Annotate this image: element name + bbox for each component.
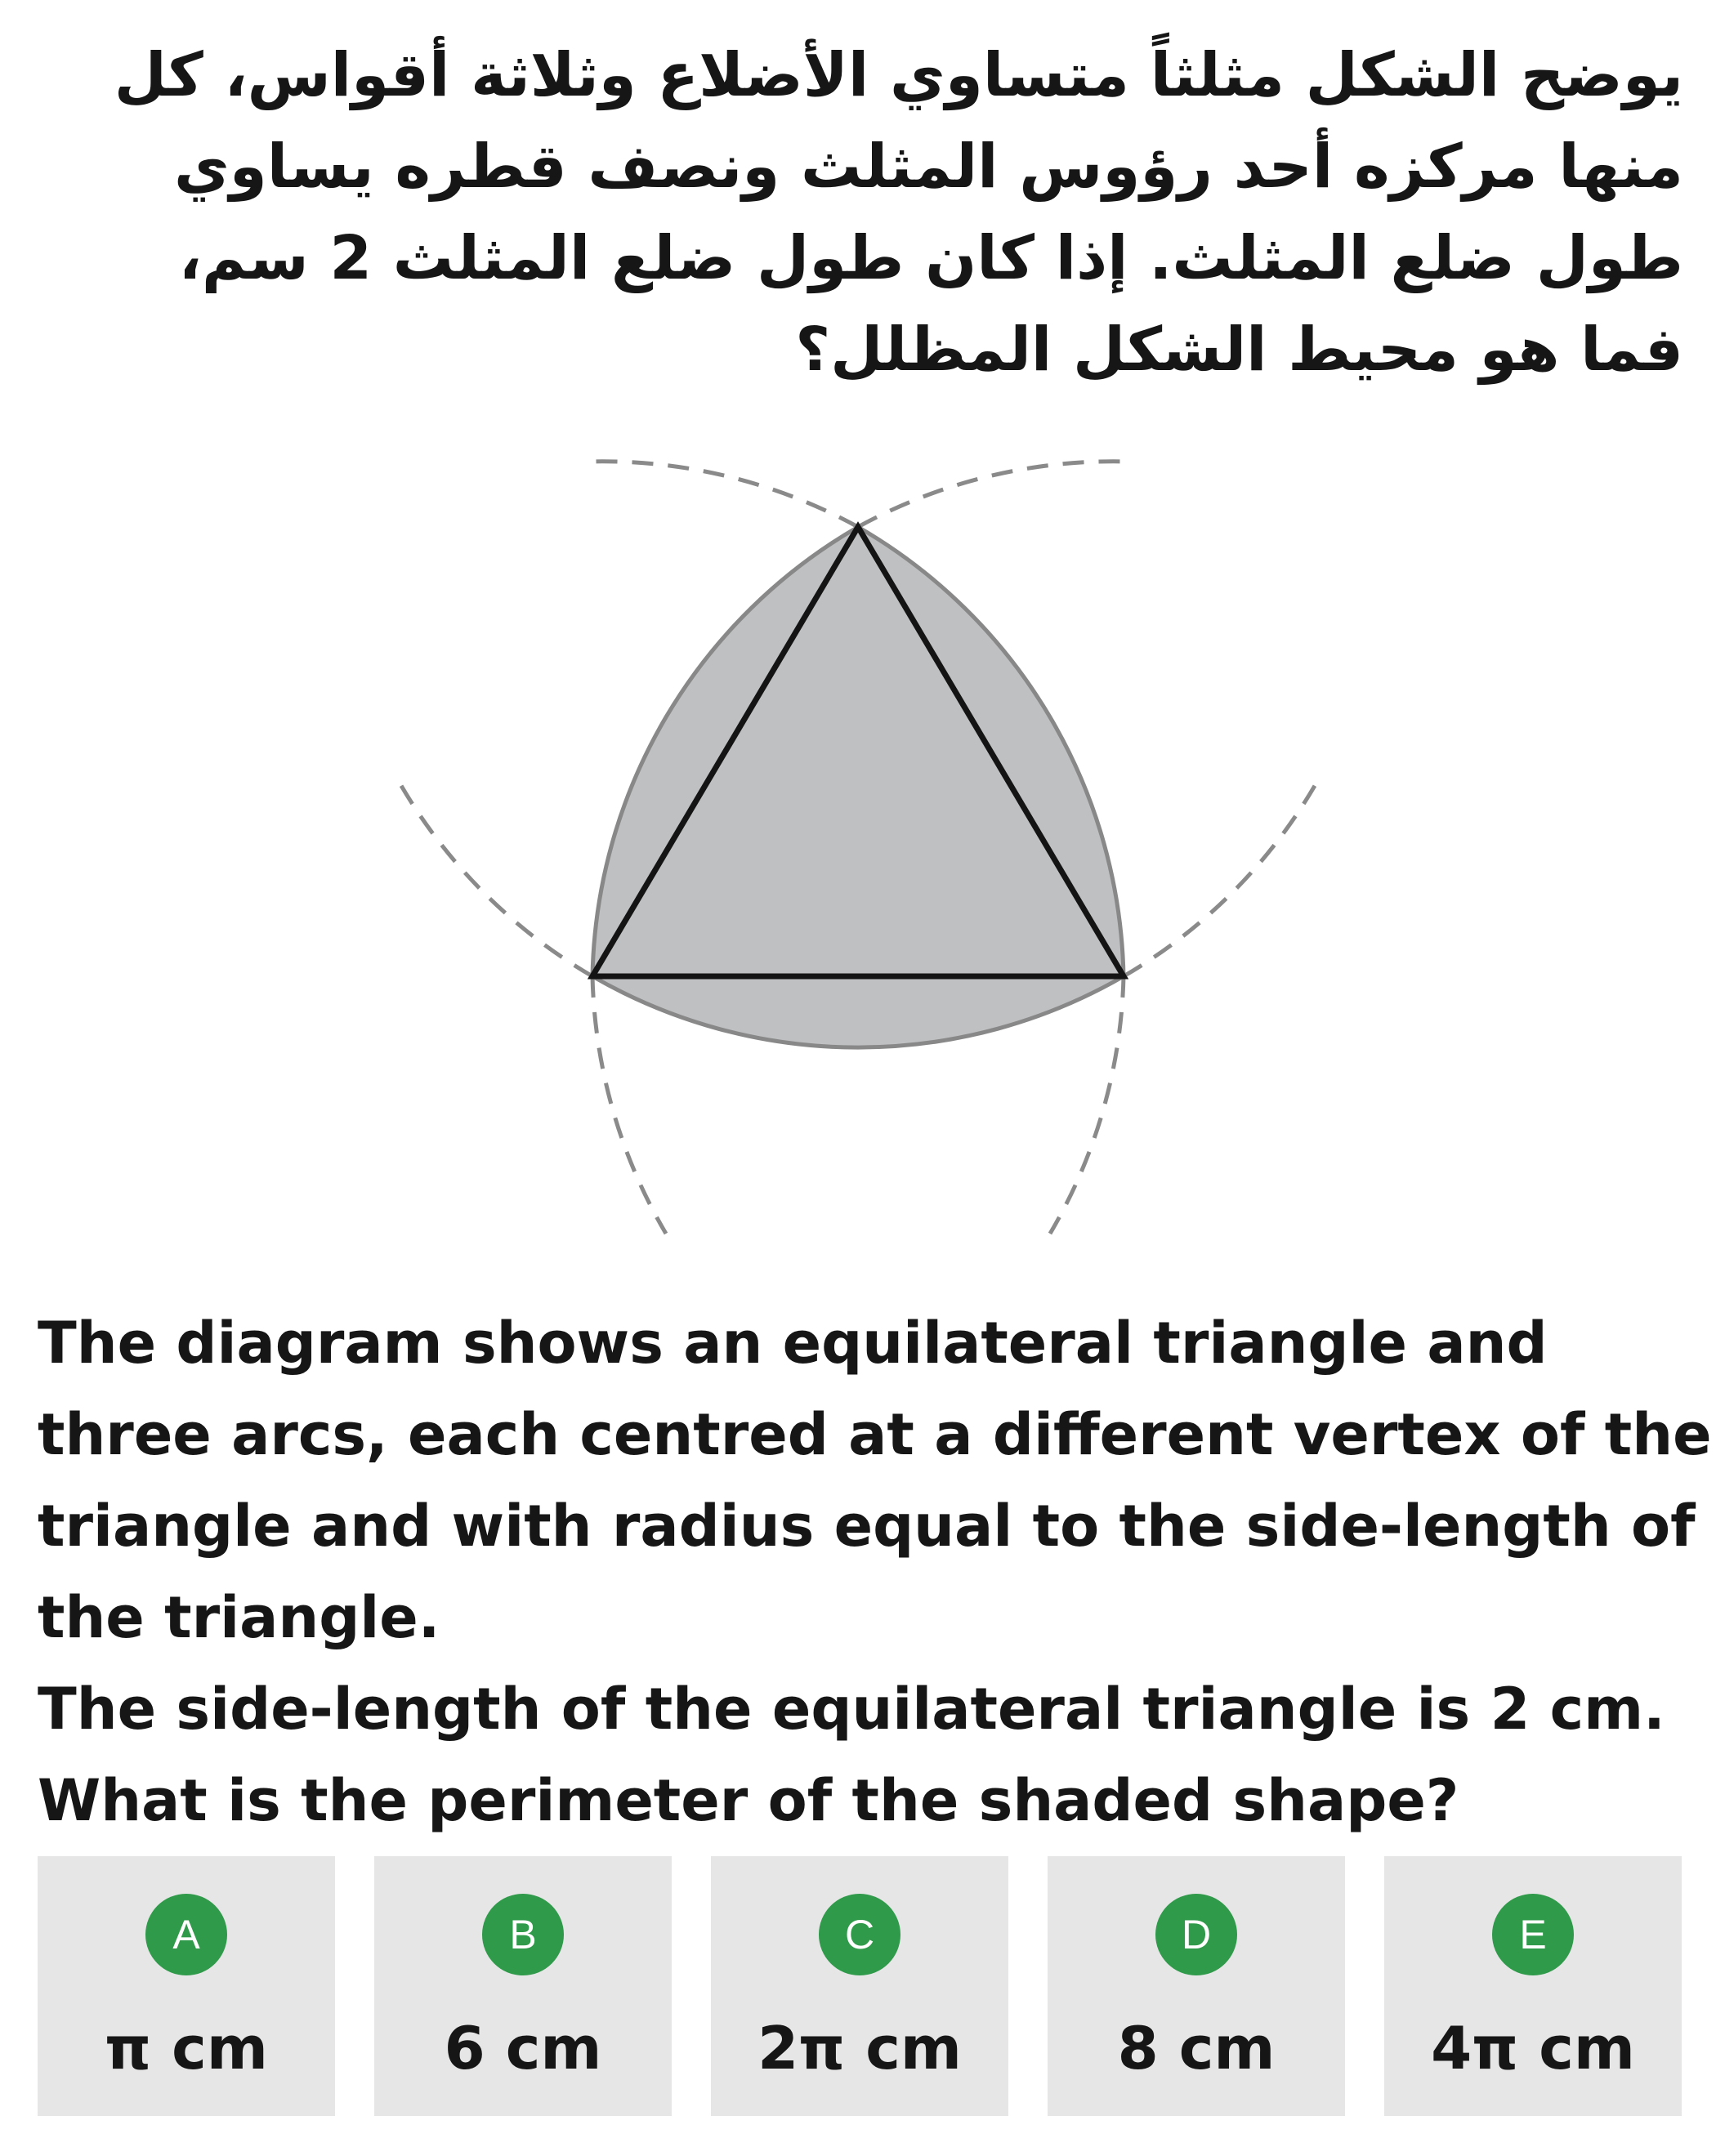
dashed-arc-top-left <box>588 462 858 527</box>
question-arabic-line: منها مركزه أحد رؤوس المثلث ونصف قطره يساوي <box>173 132 1683 202</box>
option-letter-badge: C <box>819 1894 900 1975</box>
dashed-arc-left <box>400 784 592 976</box>
option-value: 4π cm <box>1431 2014 1635 2082</box>
option-value: π cm <box>105 2014 268 2082</box>
shaded-shape <box>592 527 1124 1047</box>
question-english-line: What is the perimeter of the shaded shape? <box>38 1767 1459 1834</box>
question-arabic-line: يوضح الشكل مثلثاً متساوي الأضلاع وثلاثة أقواس، كل <box>114 40 1683 110</box>
question-english <box>38 1297 1712 1846</box>
option-letter-badge: D <box>1155 1894 1237 1975</box>
option-value: 2π cm <box>757 2014 962 2082</box>
option-value: 8 cm <box>1117 2014 1276 2082</box>
option-d[interactable] <box>1048 1856 1345 2116</box>
dashed-arc-bottom-left <box>592 976 666 1234</box>
question-english-line: The diagram shows an equilateral triangle and <box>38 1310 1548 1377</box>
option-e[interactable] <box>1384 1856 1682 2116</box>
option-c[interactable] <box>711 1856 1008 2116</box>
option-a[interactable] <box>38 1856 335 2116</box>
question-english-line: The side-length of the equilateral triangle is 2 cm. <box>38 1676 1665 1743</box>
dashed-arc-bottom-right <box>1050 976 1124 1234</box>
option-b[interactable] <box>374 1856 672 2116</box>
question-arabic-line: طول ضلع المثلث. إذا كان طول ضلع المثلث 2 سم، <box>178 223 1683 293</box>
dashed-arc-right <box>1124 784 1316 976</box>
option-letter-badge: B <box>482 1894 564 1975</box>
question-arabic <box>82 29 1683 395</box>
option-letter-badge: E <box>1492 1894 1574 1975</box>
question-arabic-line: فما هو محيط الشكل المظلل؟ <box>795 315 1683 385</box>
reuleaux-triangle-diagram <box>0 408 1716 1274</box>
answer-options <box>38 1856 1682 2116</box>
dashed-arc-top-right <box>858 462 1128 527</box>
option-letter-badge: A <box>145 1894 227 1975</box>
question-english-line: triangle and with radius equal to the side-length of <box>38 1493 1696 1560</box>
question-english-line: the triangle. <box>38 1584 440 1651</box>
question-english-line: three arcs, each centred at a different vertex of the <box>38 1401 1712 1468</box>
option-value: 6 cm <box>444 2014 602 2082</box>
